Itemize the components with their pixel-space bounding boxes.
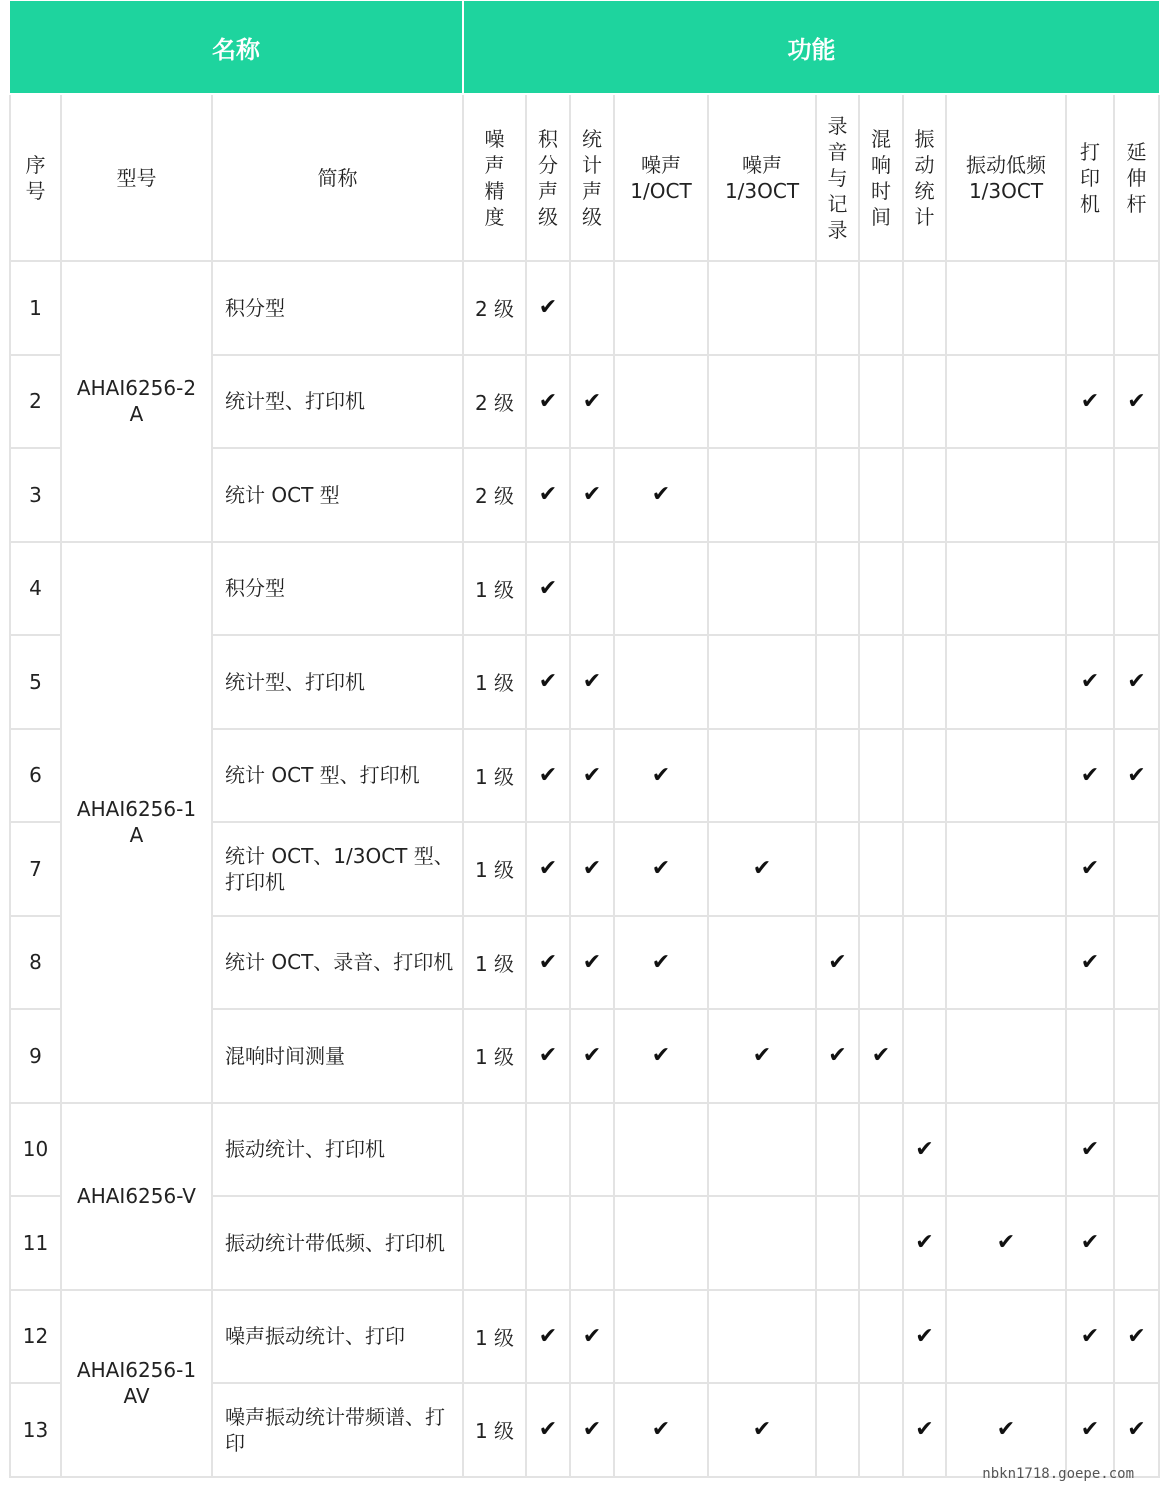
check-mark-cell: ✔ bbox=[1066, 1103, 1114, 1197]
check-mark-cell: ✔ bbox=[614, 1383, 708, 1477]
empty-cell bbox=[614, 635, 708, 729]
empty-cell bbox=[859, 355, 903, 449]
check-mark-cell: ✔ bbox=[526, 822, 570, 916]
check-mark-cell: ✔ bbox=[570, 916, 614, 1010]
check-mark-cell: ✔ bbox=[614, 448, 708, 542]
watermark: nbkn1718.goepe.com bbox=[982, 1466, 1134, 1482]
empty-cell bbox=[1114, 448, 1159, 542]
empty-cell bbox=[946, 1103, 1066, 1197]
empty-cell bbox=[859, 729, 903, 823]
empty-cell bbox=[1066, 261, 1114, 355]
empty-cell bbox=[570, 261, 614, 355]
check-mark-cell: ✔ bbox=[946, 1196, 1066, 1290]
precision-cell: 1 级 bbox=[463, 542, 526, 636]
check-mark-cell: ✔ bbox=[570, 355, 614, 449]
check-mark-cell: ✔ bbox=[526, 916, 570, 1010]
empty-cell bbox=[816, 355, 859, 449]
check-mark-cell: ✔ bbox=[1066, 729, 1114, 823]
col-header-short: 简称 bbox=[212, 94, 463, 261]
empty-cell bbox=[1066, 1009, 1114, 1103]
empty-cell bbox=[946, 635, 1066, 729]
short-name-cell: 统计 OCT 型、打印机 bbox=[212, 729, 463, 823]
check-mark-cell: ✔ bbox=[526, 1383, 570, 1477]
check-mark-cell: ✔ bbox=[1066, 916, 1114, 1010]
row-index: 13 bbox=[10, 1383, 61, 1477]
empty-cell bbox=[614, 261, 708, 355]
empty-cell bbox=[816, 635, 859, 729]
empty-cell bbox=[1066, 448, 1114, 542]
empty-cell bbox=[1114, 916, 1159, 1010]
empty-cell bbox=[859, 542, 903, 636]
check-mark-cell: ✔ bbox=[708, 1383, 816, 1477]
empty-cell bbox=[1114, 822, 1159, 916]
empty-cell bbox=[708, 1196, 816, 1290]
product-function-table bbox=[9, 1, 1160, 1478]
empty-cell bbox=[946, 355, 1066, 449]
table-row bbox=[10, 1290, 1159, 1384]
check-mark-cell: ✔ bbox=[816, 1009, 859, 1103]
check-mark-cell: ✔ bbox=[816, 916, 859, 1010]
check-mark-cell: ✔ bbox=[526, 355, 570, 449]
check-mark-cell: ✔ bbox=[1114, 729, 1159, 823]
short-name-cell: 噪声振动统计、打印 bbox=[212, 1290, 463, 1384]
group-header-name: 名称 bbox=[10, 1, 463, 94]
col-header-index: 序号 bbox=[10, 94, 61, 261]
col-header-third-oct: 噪声 1/3OCT bbox=[708, 94, 816, 261]
empty-cell bbox=[903, 542, 946, 636]
empty-cell bbox=[1114, 1009, 1159, 1103]
empty-cell bbox=[816, 1290, 859, 1384]
table-row bbox=[10, 1103, 1159, 1197]
col-header-printer: 打印机 bbox=[1066, 94, 1114, 261]
check-mark-cell: ✔ bbox=[570, 1290, 614, 1384]
model-cell: AHAI6256-V bbox=[61, 1103, 212, 1290]
precision-cell: 1 级 bbox=[463, 635, 526, 729]
row-index: 10 bbox=[10, 1103, 61, 1197]
empty-cell bbox=[816, 729, 859, 823]
precision-cell: 1 级 bbox=[463, 1290, 526, 1384]
empty-cell bbox=[614, 355, 708, 449]
precision-cell: 1 级 bbox=[463, 1383, 526, 1477]
precision-cell: 1 级 bbox=[463, 729, 526, 823]
check-mark-cell: ✔ bbox=[570, 1383, 614, 1477]
short-name-cell: 振动统计带低频、打印机 bbox=[212, 1196, 463, 1290]
empty-cell bbox=[859, 261, 903, 355]
empty-cell bbox=[946, 916, 1066, 1010]
empty-cell bbox=[903, 355, 946, 449]
empty-cell bbox=[614, 542, 708, 636]
check-mark-cell: ✔ bbox=[526, 542, 570, 636]
model-cell: AHAI6256-1 AV bbox=[61, 1290, 212, 1477]
col-header-vibration-low: 振动低频 1/3OCT bbox=[946, 94, 1066, 261]
empty-cell bbox=[614, 1290, 708, 1384]
check-mark-cell: ✔ bbox=[614, 729, 708, 823]
model-cell: AHAI6256-2 A bbox=[61, 261, 212, 542]
check-mark-cell: ✔ bbox=[1066, 1290, 1114, 1384]
precision-cell: 1 级 bbox=[463, 916, 526, 1010]
empty-cell bbox=[816, 1383, 859, 1477]
short-name-cell: 统计 OCT、1/3OCT 型、打印机 bbox=[212, 822, 463, 916]
check-mark-cell: ✔ bbox=[526, 729, 570, 823]
empty-cell bbox=[946, 729, 1066, 823]
empty-cell bbox=[859, 822, 903, 916]
col-header-model: 型号 bbox=[61, 94, 212, 261]
row-index: 9 bbox=[10, 1009, 61, 1103]
check-mark-cell: ✔ bbox=[570, 448, 614, 542]
col-header-extension: 延伸杆 bbox=[1114, 94, 1159, 261]
check-mark-cell: ✔ bbox=[526, 1290, 570, 1384]
row-index: 5 bbox=[10, 635, 61, 729]
model-cell: AHAI6256-1 A bbox=[61, 542, 212, 1103]
row-index: 1 bbox=[10, 261, 61, 355]
short-name-cell: 统计型、打印机 bbox=[212, 635, 463, 729]
row-index: 11 bbox=[10, 1196, 61, 1290]
group-header-function: 功能 bbox=[463, 1, 1159, 94]
table-row bbox=[10, 261, 1159, 355]
short-name-cell: 振动统计、打印机 bbox=[212, 1103, 463, 1197]
check-mark-cell: ✔ bbox=[1066, 355, 1114, 449]
precision-cell: 2 级 bbox=[463, 261, 526, 355]
col-header-oct: 噪声 1/OCT bbox=[614, 94, 708, 261]
empty-cell bbox=[816, 448, 859, 542]
empty-cell bbox=[946, 448, 1066, 542]
empty-cell bbox=[903, 822, 946, 916]
empty-cell bbox=[946, 822, 1066, 916]
precision-cell bbox=[463, 1103, 526, 1197]
check-mark-cell: ✔ bbox=[1066, 1383, 1114, 1477]
col-header-recording: 录音与记录 bbox=[816, 94, 859, 261]
check-mark-cell: ✔ bbox=[526, 448, 570, 542]
check-mark-cell: ✔ bbox=[859, 1009, 903, 1103]
check-mark-cell: ✔ bbox=[903, 1103, 946, 1197]
check-mark-cell: ✔ bbox=[614, 916, 708, 1010]
col-header-precision: 噪声精度 bbox=[463, 94, 526, 261]
empty-cell bbox=[859, 916, 903, 1010]
check-mark-cell: ✔ bbox=[570, 822, 614, 916]
empty-cell bbox=[1114, 261, 1159, 355]
precision-cell: 1 级 bbox=[463, 822, 526, 916]
empty-cell bbox=[570, 1196, 614, 1290]
check-mark-cell: ✔ bbox=[1114, 635, 1159, 729]
empty-cell bbox=[614, 1103, 708, 1197]
check-mark-cell: ✔ bbox=[570, 1009, 614, 1103]
empty-cell bbox=[526, 1103, 570, 1197]
empty-cell bbox=[708, 635, 816, 729]
check-mark-cell: ✔ bbox=[1066, 822, 1114, 916]
empty-cell bbox=[816, 1196, 859, 1290]
empty-cell bbox=[570, 542, 614, 636]
check-mark-cell: ✔ bbox=[946, 1383, 1066, 1477]
empty-cell bbox=[816, 542, 859, 636]
col-header-statistic: 统计声级 bbox=[570, 94, 614, 261]
col-header-reverb: 混响时间 bbox=[859, 94, 903, 261]
precision-cell: 2 级 bbox=[463, 448, 526, 542]
empty-cell bbox=[708, 355, 816, 449]
col-header-integral: 积分声级 bbox=[526, 94, 570, 261]
row-index: 12 bbox=[10, 1290, 61, 1384]
empty-cell bbox=[859, 448, 903, 542]
row-index: 6 bbox=[10, 729, 61, 823]
empty-cell bbox=[859, 635, 903, 729]
row-index: 8 bbox=[10, 916, 61, 1010]
empty-cell bbox=[708, 1290, 816, 1384]
check-mark-cell: ✔ bbox=[903, 1290, 946, 1384]
empty-cell bbox=[903, 729, 946, 823]
precision-cell: 2 级 bbox=[463, 355, 526, 449]
check-mark-cell: ✔ bbox=[614, 1009, 708, 1103]
short-name-cell: 积分型 bbox=[212, 261, 463, 355]
empty-cell bbox=[708, 1103, 816, 1197]
short-name-cell: 噪声振动统计带频谱、打印 bbox=[212, 1383, 463, 1477]
check-mark-cell: ✔ bbox=[1114, 1290, 1159, 1384]
row-index: 3 bbox=[10, 448, 61, 542]
empty-cell bbox=[946, 1290, 1066, 1384]
empty-cell bbox=[903, 916, 946, 1010]
empty-cell bbox=[859, 1103, 903, 1197]
empty-cell bbox=[859, 1290, 903, 1384]
check-mark-cell: ✔ bbox=[1114, 355, 1159, 449]
empty-cell bbox=[903, 635, 946, 729]
empty-cell bbox=[708, 448, 816, 542]
short-name-cell: 统计 OCT 型 bbox=[212, 448, 463, 542]
empty-cell bbox=[946, 261, 1066, 355]
empty-cell bbox=[946, 542, 1066, 636]
check-mark-cell: ✔ bbox=[1114, 1383, 1159, 1477]
check-mark-cell: ✔ bbox=[570, 635, 614, 729]
table-row bbox=[10, 542, 1159, 636]
check-mark-cell: ✔ bbox=[526, 1009, 570, 1103]
empty-cell bbox=[1114, 1196, 1159, 1290]
empty-cell bbox=[903, 1009, 946, 1103]
check-mark-cell: ✔ bbox=[570, 729, 614, 823]
check-mark-cell: ✔ bbox=[903, 1383, 946, 1477]
check-mark-cell: ✔ bbox=[708, 822, 816, 916]
empty-cell bbox=[708, 542, 816, 636]
empty-cell bbox=[816, 1103, 859, 1197]
empty-cell bbox=[859, 1383, 903, 1477]
check-mark-cell: ✔ bbox=[903, 1196, 946, 1290]
empty-cell bbox=[903, 448, 946, 542]
check-mark-cell: ✔ bbox=[1066, 1196, 1114, 1290]
empty-cell bbox=[614, 1196, 708, 1290]
row-index: 7 bbox=[10, 822, 61, 916]
empty-cell bbox=[708, 729, 816, 823]
empty-cell bbox=[946, 1009, 1066, 1103]
empty-cell bbox=[903, 261, 946, 355]
check-mark-cell: ✔ bbox=[614, 822, 708, 916]
check-mark-cell: ✔ bbox=[708, 1009, 816, 1103]
precision-cell: 1 级 bbox=[463, 1009, 526, 1103]
short-name-cell: 积分型 bbox=[212, 542, 463, 636]
empty-cell bbox=[1066, 542, 1114, 636]
empty-cell bbox=[1114, 1103, 1159, 1197]
empty-cell bbox=[708, 261, 816, 355]
check-mark-cell: ✔ bbox=[526, 261, 570, 355]
check-mark-cell: ✔ bbox=[1066, 635, 1114, 729]
empty-cell bbox=[1114, 542, 1159, 636]
row-index: 4 bbox=[10, 542, 61, 636]
empty-cell bbox=[816, 822, 859, 916]
precision-cell bbox=[463, 1196, 526, 1290]
empty-cell bbox=[816, 261, 859, 355]
short-name-cell: 统计型、打印机 bbox=[212, 355, 463, 449]
empty-cell bbox=[570, 1103, 614, 1197]
short-name-cell: 混响时间测量 bbox=[212, 1009, 463, 1103]
check-mark-cell: ✔ bbox=[526, 635, 570, 729]
empty-cell bbox=[859, 1196, 903, 1290]
col-header-vibration: 振动统计 bbox=[903, 94, 946, 261]
row-index: 2 bbox=[10, 355, 61, 449]
short-name-cell: 统计 OCT、录音、打印机 bbox=[212, 916, 463, 1010]
empty-cell bbox=[708, 916, 816, 1010]
empty-cell bbox=[526, 1196, 570, 1290]
